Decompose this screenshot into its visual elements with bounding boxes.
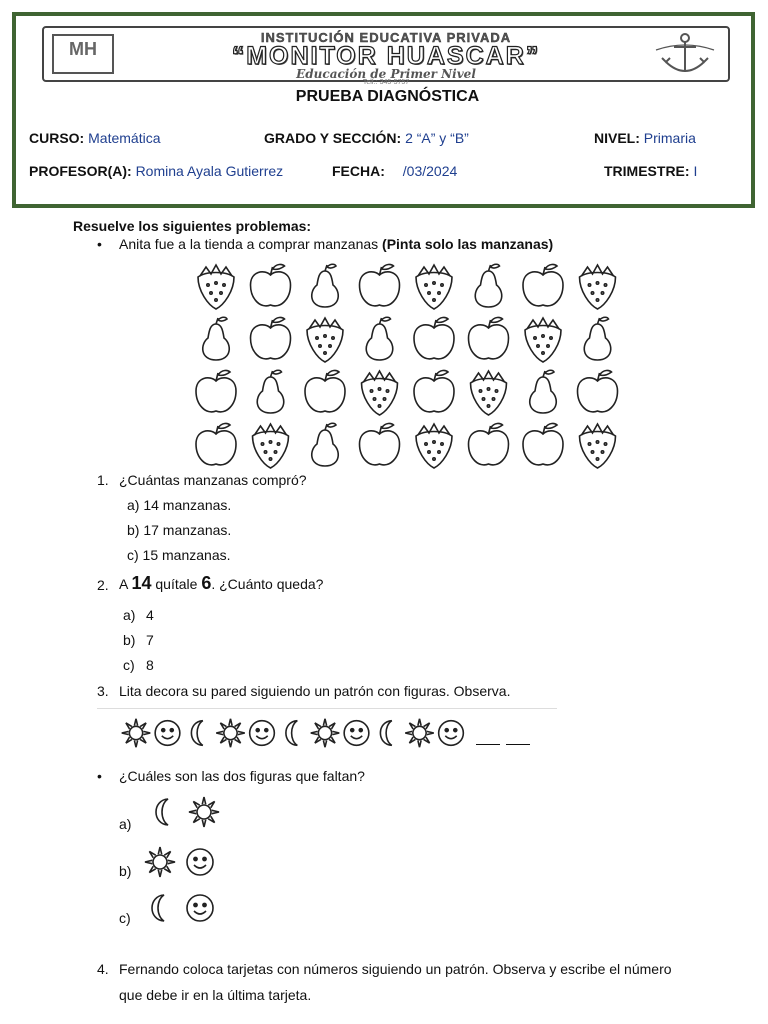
strawberry-icon [580,424,616,468]
school-name: “MONITOR HUASCAR” [231,42,541,70]
school-banner [42,26,730,86]
q3-blank-2[interactable] [506,731,530,745]
moon-icon [156,799,168,825]
q2-number-6: 6 [201,573,212,593]
school-motto: Educación de Primer Nivel [296,67,476,81]
q2-text [119,573,323,594]
q1-option-c: c) 15 manzanas. [127,547,231,563]
bullet-dot-2: • [97,768,102,784]
pear-icon [312,264,339,307]
school-phone: Telf.: 345-5757 [362,79,410,86]
pear-icon [366,317,393,360]
bullet-dot: • [97,236,102,252]
smiley-icon [344,721,369,746]
date-label: FECHA: [332,163,385,179]
q2-option-b-letter: b) [123,632,136,648]
q4-line-2: que debe ir en la última tarjeta. [119,987,312,1003]
intro-line [119,236,553,252]
level-row [594,130,696,146]
q2-post: . ¿Cuánto queda? [211,576,324,592]
smiley-icon [187,895,213,921]
q3-option-c-figures [142,888,222,928]
q4-line-1: Fernando coloca tarjetas con números siguiendo un patrón. Observa y escribe el número [119,961,672,977]
apple-icon [578,370,618,411]
q3-number: 3. [97,683,109,699]
institution-type: INSTITUCIÓN EDUCATIVA PRIVADA [260,30,512,45]
sun-icon [189,797,219,827]
strawberry-icon [416,424,452,468]
date-row [332,163,457,179]
apple-icon [523,423,563,464]
strawberry-icon [307,318,343,362]
q3-pattern [118,714,478,752]
sun-icon [216,719,245,748]
apple-icon [414,317,454,358]
header-box [12,12,755,208]
fruit-grid [188,260,624,472]
level-value: Primaria [643,130,696,146]
apple-icon [251,264,291,305]
instructions: Resuelve los siguientes problemas: [73,218,312,234]
strawberry-icon [198,265,234,309]
grade-row [264,130,469,146]
q2-mid: quítale [151,576,202,592]
teacher-value: Romina Ayala Gutierrez [135,163,284,179]
apple-icon [360,264,400,305]
q1-number: 1. [97,472,109,488]
q3-sub-question: ¿Cuáles son las dos figuras que faltan? [119,768,365,784]
course-value: Matemática [88,130,161,146]
teacher-row [29,163,283,179]
q4-number: 4. [97,961,109,977]
smiley-icon [250,721,275,746]
apple-icon [469,423,509,464]
smiley-icon [187,849,213,875]
q3-option-a-figures [146,792,226,832]
sun-icon [405,719,434,748]
q2-option-b-value: 7 [146,632,154,648]
q1-option-b: b) 17 manzanas. [127,522,232,538]
strawberry-icon [580,265,616,309]
apple-icon [305,370,345,411]
school-logo-text: MH [69,39,97,59]
term-label: TRIMESTRE: [604,163,690,179]
strawberry-icon [471,371,507,415]
term-value: I [693,163,698,179]
q3-text: Lita decora su pared siguiendo un patrón con figuras. Observa. [119,683,511,699]
intro-text: Anita fue a la tienda a comprar manzanas [119,236,383,252]
q3-option-b-figures [142,842,222,882]
grade-value: 2 “A” y “B” [405,130,469,146]
moon-icon [152,895,164,921]
test-title: PRUEBA DIAGNÓSTICA [295,88,480,105]
q2-number-14: 14 [131,573,152,593]
sun-icon [122,719,151,748]
apple-icon [196,423,236,464]
apple-icon [469,317,509,358]
date-value: /03/2024 [402,163,458,179]
q2-number: 2. [97,577,109,593]
pear-icon [257,370,284,413]
moon-icon [286,721,297,746]
anchor-emblem-icon [650,30,720,78]
strawberry-icon [253,424,289,468]
apple-icon [414,370,454,411]
q2-pre: A [119,576,132,592]
sun-icon [145,847,175,877]
q3-blank-1[interactable] [476,731,500,745]
smiley-icon [155,721,180,746]
q1-option-a: a) 14 manzanas. [127,497,232,513]
level-label: NIVEL: [594,130,640,146]
q2-option-a-letter: a) [123,607,136,623]
pear-icon [475,264,502,307]
pear-icon [584,317,611,360]
q3-divider [97,708,557,709]
teacher-label: PROFESOR(A): [29,163,132,179]
moon-icon [380,721,391,746]
course-label: CURSO: [29,130,85,146]
intro-emphasis: (Pinta solo las manzanas) [382,236,554,252]
term-row [604,163,697,179]
smiley-icon [439,721,464,746]
apple-icon [251,317,291,358]
apple-icon [523,264,563,305]
apple-icon [360,423,400,464]
moon-icon [191,721,202,746]
q3-option-a-letter: a) [119,816,132,832]
pear-icon [203,317,230,360]
q3-option-c-letter: c) [119,910,131,926]
grade-label: GRADO Y SECCIÓN: [264,130,402,146]
sun-icon [311,719,340,748]
q2-option-a-value: 4 [146,607,154,623]
course-row [29,130,160,146]
q2-option-c-letter: c) [123,657,135,673]
q3-option-b-letter: b) [119,863,132,879]
pear-icon [312,423,339,466]
pear-icon [530,370,557,413]
strawberry-icon [416,265,452,309]
apple-icon [196,370,236,411]
strawberry-icon [525,318,561,362]
q3-answer-blanks [470,731,530,748]
q1-text: ¿Cuántas manzanas compró? [119,472,307,488]
q2-option-c-value: 8 [146,657,154,673]
strawberry-icon [362,371,398,415]
